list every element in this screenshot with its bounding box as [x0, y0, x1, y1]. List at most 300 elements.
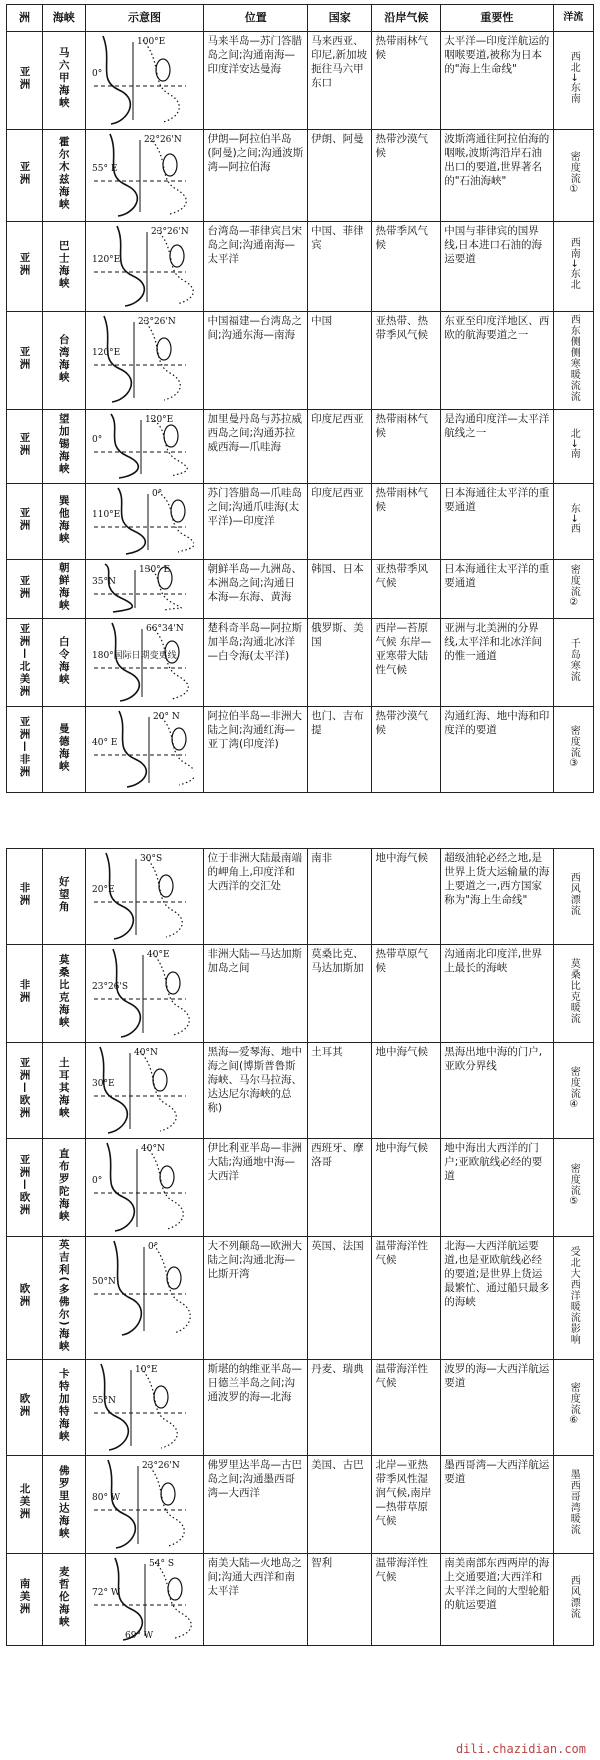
position-cell-text: 非洲大陆—马达加斯加岛之间	[207, 948, 302, 974]
strait-name-cell	[43, 484, 86, 560]
continent-cell	[7, 619, 43, 707]
island-outline	[153, 1069, 167, 1091]
climate-cell-text: 亚热带、热带季风气候	[375, 315, 428, 341]
strait-row	[7, 1139, 594, 1237]
importance-cell-text: 沟通南北印度洋,世界上最长的海峡	[444, 948, 543, 974]
island-outline	[167, 1267, 181, 1289]
map-cell	[85, 222, 204, 312]
island-outline	[163, 154, 177, 176]
importance-cell-text: 东亚至印度洋地区、西欧的航海要道之一	[444, 315, 550, 341]
strait-name-cell	[43, 222, 86, 312]
strait-sketch-map	[86, 32, 194, 128]
map-cell	[85, 945, 204, 1043]
importance-cell-text: 日本海通往太平洋的重要通道	[444, 487, 550, 513]
current-cell-text: 受北大西洋暖流影响	[568, 1245, 580, 1345]
strait-sketch-map	[86, 410, 194, 482]
island-outline	[154, 1386, 168, 1408]
continent-cell	[7, 1237, 43, 1360]
importance-cell	[441, 130, 553, 222]
strait-table-bottom	[6, 848, 594, 1646]
country-cell-text: 英国、法国	[311, 1240, 364, 1252]
coordinate-label: 0°	[91, 1176, 102, 1186]
position-cell-text: 阿拉伯半岛—非洲大陆之间;沟通红海—亚丁湾(印度洋)	[207, 710, 302, 750]
current-cell	[553, 707, 593, 793]
strait-table-top	[6, 4, 594, 793]
coordinate-label: 120°E	[91, 255, 120, 265]
island-outline	[172, 728, 186, 750]
strait-name-cell	[43, 1359, 86, 1455]
strait-sketch-map	[86, 945, 194, 1041]
coastline	[119, 711, 146, 787]
strait-name-cell-text: 麦哲伦海峡	[57, 1565, 70, 1629]
country-cell	[308, 484, 372, 560]
continent-cell-text: 亚洲—非洲	[18, 716, 31, 779]
current-cell	[553, 222, 593, 312]
continent-cell	[7, 484, 43, 560]
continent-cell-text: 亚洲—欧洲	[18, 1057, 31, 1120]
coordinate-label: 40°E	[146, 950, 170, 960]
map-cell	[85, 619, 204, 707]
map-cell	[85, 32, 204, 130]
strait-sketch-map	[86, 222, 194, 310]
coordinate-label: 40°N	[133, 1048, 158, 1058]
importance-cell	[441, 1553, 553, 1645]
header-country: 国家	[308, 5, 372, 32]
strait-row	[7, 1455, 594, 1553]
country-cell	[308, 1043, 372, 1139]
coordinate-label: 22°26'N	[143, 135, 182, 145]
current-cell-text: 西东侧侧寒暖流流	[568, 314, 580, 402]
current-cell	[553, 32, 593, 130]
position-cell	[204, 130, 308, 222]
importance-cell	[441, 1237, 553, 1360]
strait-row	[7, 484, 594, 560]
importance-cell	[441, 484, 553, 560]
strait-row	[7, 619, 594, 707]
position-cell-text: 楚科奇半岛—阿拉斯加半岛;沟通北冰洋—白令海(太平洋)	[207, 622, 302, 662]
continent-cell-text: 亚洲	[18, 432, 31, 457]
header-row	[7, 5, 594, 32]
current-cell-text: 西北→东南	[568, 51, 580, 105]
current-cell-text: 墨西哥湾暖流	[568, 1468, 580, 1535]
map-cell	[85, 560, 204, 619]
strait-name-cell	[43, 1237, 86, 1360]
climate-cell	[372, 560, 441, 619]
strait-sketch-map	[86, 484, 194, 558]
country-cell	[308, 560, 372, 619]
watermark: dili.chazidian.com	[455, 1742, 586, 1756]
island-outline	[168, 1578, 182, 1600]
climate-cell-text: 地中海气候	[375, 1046, 428, 1058]
coordinate-label: 66°34'N	[145, 624, 184, 634]
map-cell	[85, 410, 204, 484]
importance-cell	[441, 32, 553, 130]
coordinate-label: 23°26'N	[137, 317, 176, 327]
position-cell-text: 台湾岛—菲律宾吕宋岛之间;沟通南海—太平洋	[207, 225, 302, 265]
country-cell-text: 南非	[311, 852, 333, 864]
continent-cell	[7, 849, 43, 945]
position-cell	[204, 1043, 308, 1139]
header-map: 示意图	[85, 5, 204, 32]
position-cell	[204, 1139, 308, 1237]
importance-cell-text: 黑海出地中海的门户,亚欧分界线	[444, 1046, 543, 1072]
continent-cell	[7, 1359, 43, 1455]
island-outline	[171, 500, 185, 522]
strait-sketch-map	[86, 1360, 194, 1454]
map-cell	[85, 849, 204, 945]
coordinate-label: 10°E	[134, 1364, 158, 1375]
climate-cell	[372, 222, 441, 312]
position-cell	[204, 945, 308, 1043]
strait-row	[7, 312, 594, 410]
importance-cell	[441, 707, 553, 793]
continent-cell-text: 南美洲	[18, 1578, 31, 1616]
continent-cell-text: 非洲	[18, 882, 31, 907]
current-cell-text: 北→南	[568, 428, 580, 460]
strait-sketch-map	[86, 707, 194, 791]
current-cell-text: 密度流⑤	[568, 1162, 580, 1208]
strait-name-cell-text: 卡特加特海峡	[57, 1367, 70, 1443]
climate-cell	[372, 130, 441, 222]
current-cell	[553, 560, 593, 619]
coordinate-label: 69° W	[124, 1630, 153, 1641]
strait-name-cell-text: 巴士海峡	[57, 239, 70, 290]
strait-sketch-map	[86, 619, 194, 705]
strait-name-cell-text: 朝鲜海峡	[57, 562, 70, 612]
strait-sketch-map	[86, 1456, 194, 1552]
current-cell-text: 千岛寒流	[568, 638, 580, 682]
coordinate-label: 20°E	[91, 885, 115, 895]
position-cell-text: 加里曼丹岛与苏拉威西岛之间;沟通苏拉威西海—爪哇海	[207, 413, 302, 453]
strait-name-cell-text: 曼德海峡	[57, 722, 70, 773]
strait-row	[7, 1043, 594, 1139]
strait-row	[7, 32, 594, 130]
position-cell-text: 位于非洲大陆最南端的岬角上,印度洋和大西洋的交汇处	[207, 852, 302, 892]
climate-cell	[372, 410, 441, 484]
climate-cell	[372, 707, 441, 793]
coordinate-label: 100°E	[136, 37, 165, 47]
position-cell	[204, 222, 308, 312]
header-position: 位置	[204, 5, 308, 32]
strait-row	[7, 560, 594, 619]
country-cell-text: 西班牙、摩洛哥	[311, 1142, 364, 1168]
coordinate-label: 23°26'S	[91, 982, 128, 992]
coastline	[106, 853, 133, 939]
strait-name-cell	[43, 1139, 86, 1237]
current-cell	[553, 130, 593, 222]
current-cell	[553, 945, 593, 1043]
country-cell	[308, 1553, 372, 1645]
country-cell-text: 中国、菲律宾	[311, 225, 364, 251]
climate-cell-text: 西岸—苔原气候 东岸—亚寒带大陆性气候	[375, 622, 432, 676]
coordinate-label: 55° E	[91, 164, 117, 174]
continent-cell-text: 亚洲	[18, 507, 31, 532]
position-cell	[204, 849, 308, 945]
importance-cell-text: 波斯湾通往阿拉伯海的咽喉,波斯湾沿岸石油出口的要道,世界著名的"石油海峡"	[444, 133, 550, 187]
position-cell-text: 黑海—爱琴海、地中海之间(博斯普鲁斯海峡、马尔马拉海、达达尼尔海峡的总称)	[207, 1046, 302, 1114]
importance-cell-text: 地中海出大西洋的门户;亚欧航线必经的要道	[444, 1142, 543, 1182]
importance-cell	[441, 619, 553, 707]
coastline	[104, 316, 131, 402]
current-cell	[553, 410, 593, 484]
strait-sketch-map	[86, 1139, 194, 1235]
header-climate: 沿岸气候	[372, 5, 441, 32]
coastline	[101, 1364, 128, 1450]
strait-name-cell	[43, 560, 86, 619]
climate-cell	[372, 1139, 441, 1237]
current-cell-text: 密度流①	[568, 150, 580, 196]
coordinate-label: 23°26'N	[150, 227, 189, 237]
strait-sketch-map	[86, 1043, 194, 1137]
climate-cell	[372, 945, 441, 1043]
coordinate-label: 180°国际日期变更线	[91, 651, 177, 661]
climate-cell-text: 热带沙漠气候	[375, 710, 428, 736]
country-cell-text: 土耳其	[311, 1046, 343, 1058]
importance-cell	[441, 1359, 553, 1455]
strait-name-cell-text: 霍尔木兹海峡	[57, 136, 70, 211]
strait-row	[7, 410, 594, 484]
current-cell-text: 密度流②	[568, 564, 580, 609]
importance-cell	[441, 560, 553, 619]
coordinate-label: 23°26'N	[141, 1460, 180, 1471]
coordinate-label: 72° W	[91, 1587, 120, 1598]
importance-cell	[441, 222, 553, 312]
coastline	[114, 1241, 141, 1335]
importance-cell-text: 是沟通印度洋—太平洋航线之一	[444, 413, 550, 439]
coastline	[117, 226, 144, 306]
strait-name-cell	[43, 619, 86, 707]
position-cell-text: 斯堪的纳维亚半岛—日德兰半岛之间;沟通波罗的海—北海	[207, 1362, 302, 1403]
strait-name-cell-text: 台湾海峡	[57, 333, 70, 384]
country-cell-text: 韩国、日本	[311, 563, 364, 575]
climate-cell	[372, 1359, 441, 1455]
climate-cell-text: 地中海气候	[375, 852, 428, 864]
strait-row	[7, 222, 594, 312]
coordinate-label: 40°N	[140, 1144, 165, 1154]
current-cell	[553, 1043, 593, 1139]
current-cell	[553, 849, 593, 945]
continent-cell	[7, 560, 43, 619]
coastline	[115, 1558, 142, 1640]
continent-cell	[7, 1455, 43, 1553]
coordinate-label: 80° W	[91, 1492, 120, 1503]
header-zhou: 洲	[7, 5, 43, 32]
position-cell-text: 伊比利亚半岛—非洲大陆;沟通地中海—大西洋	[207, 1142, 302, 1182]
country-cell-text: 马来西亚、印尼,新加坡扼往马六甲东口	[311, 35, 367, 89]
country-cell	[308, 619, 372, 707]
climate-cell	[372, 1455, 441, 1553]
header-current: 洋流	[553, 5, 593, 32]
position-cell-text: 中国福建—台湾岛之间;沟通东海—南海	[207, 315, 302, 341]
coastline	[110, 134, 137, 216]
island-outline	[156, 59, 170, 81]
continent-cell-text: 亚洲	[18, 252, 31, 277]
strait-name-cell	[43, 1043, 86, 1139]
position-cell	[204, 707, 308, 793]
country-cell-text: 也门、吉布提	[311, 710, 364, 736]
importance-cell	[441, 1043, 553, 1139]
strait-name-cell	[43, 130, 86, 222]
coordinate-label: 30°S	[139, 854, 162, 864]
position-cell	[204, 484, 308, 560]
climate-cell-text: 热带雨林气候	[375, 35, 428, 61]
strait-sketch-map	[86, 312, 194, 406]
climate-cell	[372, 312, 441, 410]
island-outline	[160, 1166, 174, 1188]
position-cell	[204, 1359, 308, 1455]
strait-name-cell	[43, 1455, 86, 1553]
coastline	[107, 1143, 134, 1231]
strait-name-cell	[43, 945, 86, 1043]
current-cell-text: 莫桑比克暖流	[568, 958, 580, 1024]
country-cell-text: 印度尼西亚	[311, 413, 364, 425]
climate-cell	[372, 32, 441, 130]
importance-cell	[441, 849, 553, 945]
map-cell	[85, 312, 204, 410]
continent-cell-text: 北美洲	[18, 1483, 31, 1521]
importance-cell-text: 超级油轮必经之地,是世界上货大运输量的海上要道之一,西方国家称为"海上生命线"	[444, 852, 550, 906]
strait-name-cell-text: 佛罗里达海峡	[57, 1464, 70, 1540]
island-outline	[166, 972, 180, 994]
continent-cell	[7, 1043, 43, 1139]
current-cell	[553, 1359, 593, 1455]
header-strait: 海峡	[43, 5, 86, 32]
map-cell	[85, 1043, 204, 1139]
position-cell-text: 南美大陆—火地岛之间;沟通大西洋和南太平洋	[207, 1556, 302, 1597]
position-cell	[204, 619, 308, 707]
coastline	[100, 1047, 127, 1133]
strait-name-cell-text: 莫桑比克海峡	[57, 954, 70, 1029]
coordinate-label: 55°N	[91, 1395, 116, 1406]
strait-name-cell	[43, 707, 86, 793]
strait-row	[7, 1553, 594, 1645]
current-cell	[553, 484, 593, 560]
strait-name-cell-text: 马六甲海峡	[57, 47, 70, 110]
island-outline	[164, 425, 178, 447]
climate-cell-text: 热带沙漠气候	[375, 133, 428, 159]
map-cell	[85, 1359, 204, 1455]
importance-cell-text: 太平洋—印度洋航运的咽喉要道,被称为日本的"海上生命线"	[444, 35, 550, 75]
climate-cell-text: 热带季风气候	[375, 225, 428, 251]
country-cell	[308, 1139, 372, 1237]
current-cell	[553, 1237, 593, 1360]
strait-row	[7, 130, 594, 222]
header-importance: 重要性	[441, 5, 553, 32]
importance-cell	[441, 410, 553, 484]
strait-name-cell-text: 望加锡海峡	[57, 413, 70, 476]
coastline	[112, 623, 139, 701]
country-cell-text: 印度尼西亚	[311, 487, 364, 499]
country-cell	[308, 32, 372, 130]
coastline	[108, 1460, 135, 1548]
position-cell-text: 苏门答腊岛—爪哇岛之间;沟通爪哇海(太平洋)—印度洋	[207, 487, 302, 527]
country-cell	[308, 945, 372, 1043]
strait-sketch-map	[86, 1554, 194, 1644]
coordinate-label: 130° E	[138, 565, 170, 575]
importance-cell-text: 中国与菲律宾的国界线,日本进口石油的海运要道	[444, 225, 543, 265]
map-cell	[85, 130, 204, 222]
strait-row	[7, 1359, 594, 1455]
country-cell	[308, 130, 372, 222]
position-cell-text: 大不列颠岛—欧洲大陆之间;沟通北海—比斯开湾	[207, 1240, 302, 1280]
strait-row	[7, 707, 594, 793]
strait-name-cell	[43, 410, 86, 484]
coastline	[111, 414, 138, 478]
climate-cell-text: 温带海洋性气候	[375, 1240, 428, 1266]
continent-cell-text: 亚洲—欧洲	[18, 1154, 31, 1217]
country-cell	[308, 707, 372, 793]
coordinate-label: 0°	[91, 69, 102, 79]
continent-cell	[7, 1553, 43, 1645]
strait-name-cell	[43, 1553, 86, 1645]
current-cell-text: 西南→东北	[568, 237, 580, 291]
climate-cell-text: 热带雨林气候	[375, 413, 428, 439]
map-cell	[85, 484, 204, 560]
country-cell-text: 中国	[311, 315, 333, 327]
island-outline	[159, 875, 173, 897]
strait-name-cell-text: 英吉利(多佛尔)海峡	[57, 1239, 70, 1353]
current-cell	[553, 1455, 593, 1553]
strait-name-cell-text: 巽他海峡	[57, 494, 70, 545]
country-cell-text: 伊朗、阿曼	[311, 133, 364, 145]
continent-cell-text: 亚洲—北美洲	[18, 623, 31, 698]
current-cell-text: 密度流⑥	[568, 1382, 580, 1428]
continent-cell	[7, 1139, 43, 1237]
country-cell-text: 智利	[311, 1556, 333, 1569]
country-cell	[308, 1237, 372, 1360]
continent-cell	[7, 130, 43, 222]
map-cell	[85, 1139, 204, 1237]
position-cell	[204, 32, 308, 130]
current-cell-text: 西风漂流	[568, 1574, 580, 1619]
climate-cell-text: 温带海洋性气候	[375, 1362, 428, 1389]
climate-cell	[372, 1043, 441, 1139]
coastline	[105, 564, 132, 612]
continent-cell-text: 亚洲	[18, 574, 31, 600]
strait-name-cell-text: 土耳其海峡	[57, 1057, 70, 1120]
coastline	[103, 36, 130, 124]
coordinate-label: 0°	[151, 489, 162, 499]
map-cell	[85, 1553, 204, 1645]
climate-cell	[372, 849, 441, 945]
position-cell-text: 马来半岛—苏门答腊岛之间;沟通南海—印度洋安达曼海	[207, 35, 302, 75]
strait-row	[7, 1237, 594, 1360]
position-cell	[204, 560, 308, 619]
climate-cell-text: 地中海气候	[375, 1142, 428, 1154]
island-outline	[161, 1483, 175, 1505]
map-cell	[85, 1237, 204, 1360]
climate-cell-text: 温带海洋性气候	[375, 1556, 428, 1583]
current-cell	[553, 619, 593, 707]
country-cell-text: 丹麦、瑞典	[311, 1362, 364, 1375]
continent-cell-text: 亚洲	[18, 346, 31, 371]
position-cell-text: 伊朗—阿拉伯半岛(阿曼)之间;沟通波斯湾—阿拉伯海	[207, 133, 304, 173]
importance-cell-text: 墨西哥湾—大西洋航运要道	[444, 1458, 550, 1485]
continent-cell-text: 亚洲	[18, 66, 31, 91]
strait-sketch-map	[86, 130, 194, 220]
climate-cell	[372, 619, 441, 707]
country-cell	[308, 410, 372, 484]
strait-sketch-map	[86, 849, 194, 943]
map-cell	[85, 1455, 204, 1553]
position-cell-text: 朝鲜半岛—九洲岛、本洲岛之间;沟通日本海—东海、黄海	[207, 563, 302, 603]
coordinate-label: 110°E	[91, 510, 120, 520]
climate-cell	[372, 484, 441, 560]
continent-cell	[7, 312, 43, 410]
country-cell	[308, 222, 372, 312]
continent-cell	[7, 222, 43, 312]
coordinate-label: 0°	[147, 1242, 158, 1252]
